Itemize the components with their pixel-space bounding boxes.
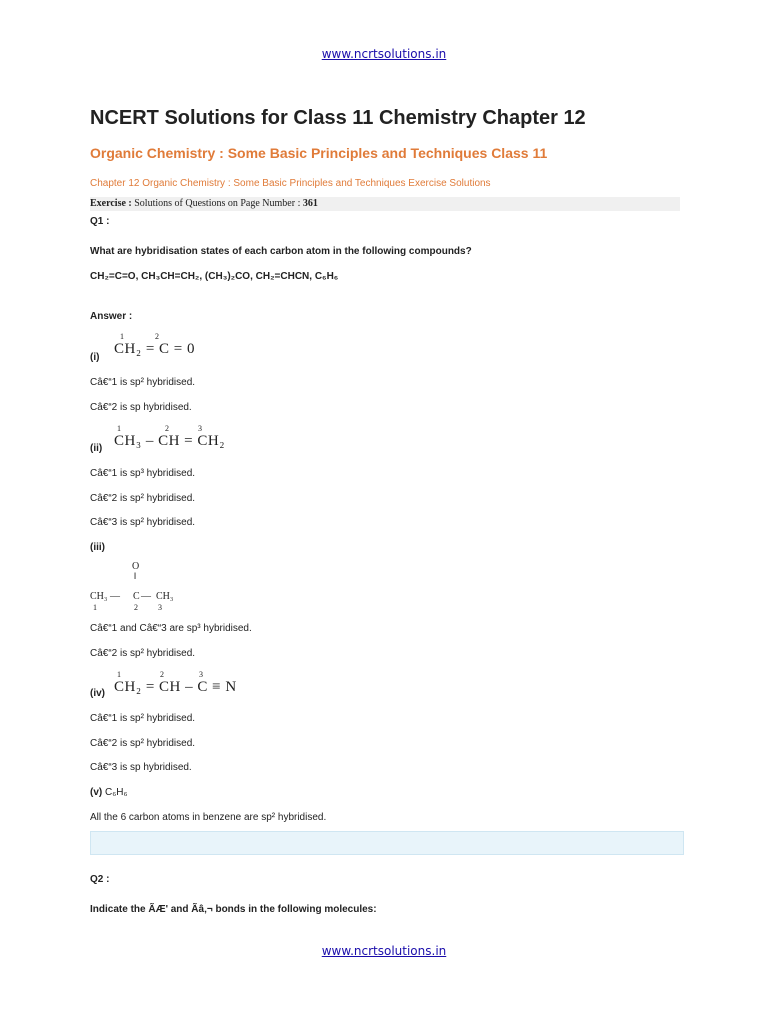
answer-label: Answer : bbox=[90, 311, 133, 322]
oxygen-atom: O bbox=[132, 561, 140, 572]
carbon-number: 1 bbox=[117, 670, 121, 679]
part-v bbox=[90, 787, 128, 798]
carbon-number: 1 bbox=[117, 424, 121, 433]
methyl-left: CH₃ bbox=[90, 591, 108, 602]
exercise-bar bbox=[90, 197, 680, 211]
exercise-page: 361 bbox=[302, 198, 318, 209]
carbon-number: 3 bbox=[158, 603, 162, 612]
formula-text: CH₂ = C = 0 bbox=[114, 341, 195, 357]
carbon-number: 2 bbox=[134, 603, 138, 612]
acetone-structure bbox=[90, 560, 200, 612]
part-iii-line-1: Câ€“1 and Câ€“3 are sp³ hybridised. bbox=[90, 623, 252, 634]
formula-text: CH₂ = CH – C ≡ N bbox=[114, 679, 237, 695]
formula-ii bbox=[114, 424, 225, 450]
part-ii-line-2: Câ€“2 is sp² hybridised. bbox=[90, 493, 196, 504]
part-iv-line-1: Câ€“1 is sp² hybridised. bbox=[90, 713, 196, 724]
part-v-formula: C₆H₆ bbox=[105, 787, 128, 798]
chapter-subtitle: Organic Chemistry : Some Basic Principles and Techniques Class 11 bbox=[90, 145, 548, 161]
part-v-line-1: All the 6 carbon atoms in benzene are sp² hybridised. bbox=[90, 812, 327, 823]
part-i-label: (i) bbox=[90, 352, 100, 363]
part-i-line-2: Câ€“2 is sp hybridised. bbox=[90, 402, 192, 413]
bond-line: — bbox=[141, 591, 151, 602]
carbon-number: 2 bbox=[165, 424, 169, 433]
carbon-number: 1 bbox=[93, 603, 97, 612]
site-link-bottom[interactable]: www.ncrtsolutions.in bbox=[321, 944, 447, 958]
carbon-number: 3 bbox=[199, 670, 203, 679]
part-ii-line-3: Câ€“3 is sp² hybridised. bbox=[90, 517, 196, 528]
carbon-number: 1 bbox=[120, 332, 124, 341]
methyl-right: CH₃ bbox=[156, 591, 174, 602]
part-ii-label: (ii) bbox=[90, 443, 103, 454]
formula-iv bbox=[114, 670, 237, 696]
part-ii-line-1: Câ€“1 is sp³ hybridised. bbox=[90, 468, 196, 479]
q1-label: Q1 : bbox=[90, 216, 110, 227]
site-link-top[interactable]: www.ncrtsolutions.in bbox=[321, 47, 447, 61]
part-iv-label: (iv) bbox=[90, 688, 105, 699]
carbon-number: 2 bbox=[155, 332, 159, 341]
exercise-label: Exercise : bbox=[90, 198, 132, 209]
bond-line: — bbox=[110, 591, 120, 602]
page-title: NCERT Solutions for Class 11 Chemistry Chapter 12 bbox=[90, 107, 586, 129]
q1-compounds: CH₂=C=O, CH₃CH=CH₂, (CH₃)₂CO, CH₂=CHCN, C₆H₆ bbox=[90, 271, 339, 282]
part-i-line-1: Câ€“1 is sp² hybridised. bbox=[90, 377, 196, 388]
part-v-label: (v) bbox=[90, 787, 103, 798]
part-iv-line-2: Câ€“2 is sp² hybridised. bbox=[90, 738, 196, 749]
q2-question: Indicate the ÃÆ' and Ãâ‚¬ bonds in the following molecules: bbox=[90, 904, 377, 915]
carbon-number: 3 bbox=[198, 424, 202, 433]
formula-i bbox=[114, 332, 195, 358]
q2-label: Q2 : bbox=[90, 874, 110, 885]
part-iv-line-3: Câ€“3 is sp hybridised. bbox=[90, 762, 192, 773]
carbon-number: 2 bbox=[160, 670, 164, 679]
exercise-text: Solutions of Questions on Page Number : bbox=[134, 198, 301, 209]
part-iii-line-2: Câ€“2 is sp² hybridised. bbox=[90, 648, 196, 659]
separator-bar bbox=[90, 831, 684, 855]
q1-question: What are hybridisation states of each carbon atom in the following compounds? bbox=[90, 246, 472, 257]
formula-text: CH₃ – CH = CH₂ bbox=[114, 433, 225, 449]
carbonyl-carbon: C bbox=[133, 591, 140, 602]
chapter-description: Chapter 12 Organic Chemistry : Some Basic Principles and Techniques Exercise Solutions bbox=[90, 178, 491, 189]
double-bond: ‖ bbox=[134, 571, 137, 581]
part-iii-label: (iii) bbox=[90, 542, 105, 553]
